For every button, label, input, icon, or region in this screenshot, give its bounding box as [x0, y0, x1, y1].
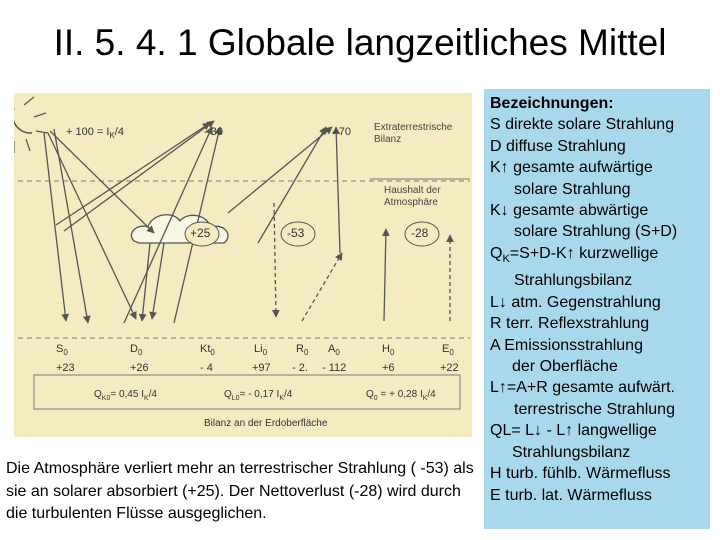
- legend-A: A Emissionsstrahlung: [490, 336, 643, 354]
- arrow-cloud-down: [142, 243, 150, 321]
- flux-Li: $Li_0$: [254, 343, 268, 358]
- flux-R: $R_0$: [296, 343, 309, 358]
- legend-L-up: L↑=A+R gesamte aufwärt.: [490, 379, 675, 397]
- q0-formula: $Q_0$ = + 0,28 $I_K/4$: [366, 389, 436, 402]
- legend-K-up: K↑ gesamte aufwärtige: [490, 159, 653, 177]
- surface-flux-values: [14, 362, 472, 378]
- flux-H: $H_0$: [382, 343, 395, 358]
- ql-formula: $Q_{L0}= - 0,17$ $I_K/4$: [224, 389, 293, 402]
- value-Li: +97: [252, 362, 271, 374]
- legend-QL-cont: Strahlungsbilanz: [512, 443, 631, 461]
- legend-E: E turb. lat. Wärmefluss: [490, 486, 652, 504]
- surface-balance-label: Bilanz an der Erdoberfläche: [204, 418, 328, 429]
- arrow-lw-up-1: [228, 127, 332, 213]
- slide-title: II. 5. 4. 1 Globale langzeitliches Mittel: [53, 22, 667, 63]
- atm-value-terrestrial: -53: [287, 226, 305, 240]
- arrow-sensible: [384, 229, 386, 321]
- value-Kt: - 4: [200, 362, 213, 374]
- legend-H: H turb. fühlb. Wärmefluss: [490, 465, 671, 483]
- legend-D: D diffuse Strahlung: [490, 137, 626, 155]
- toa-right-value: - 70: [332, 126, 351, 138]
- extraterrestrial-line2: Bilanz: [374, 134, 402, 145]
- explanation-caption: Die Atmosphäre verliert mehr an terrestrischer Strahlung ( -53) als sie an solarer absorbiert (+25). Der Nettoverlust (-28) wird durch die turbulenten Flüsse ausgeglichen.: [6, 460, 474, 522]
- value-A: - 112: [322, 362, 347, 374]
- legend-heading: Bezeichnungen:: [490, 95, 614, 112]
- atmosphere-line1: Haushalt der: [384, 185, 441, 196]
- atmosphere-label: [384, 185, 441, 209]
- legend-QL: QL= L↓ - L↑ langwellige: [490, 422, 657, 440]
- arrow-cloud-down-2: [152, 243, 164, 319]
- value-S: +23: [56, 362, 75, 374]
- legend-panel: [484, 89, 710, 529]
- legend-L-up-cont: terrestrische Strahlung: [514, 400, 675, 418]
- legend-K-down: K↓ gesamte abwärtige: [490, 202, 649, 220]
- flux-S: $S_0$: [56, 343, 68, 358]
- legend-QK: $Q_K=S+D-K↑$ kurzwellige: [490, 244, 659, 266]
- value-D: +26: [130, 362, 149, 374]
- toa-mid-value: - 30: [204, 126, 223, 138]
- arrow-lw-up-dashed: [302, 253, 342, 321]
- flux-A: $A_0$: [328, 343, 340, 358]
- flux-Kt: $Kt_0$: [200, 343, 215, 358]
- legend-R: R terr. Reflexstrahlung: [490, 315, 650, 333]
- legend-A-cont: der Oberfläche: [512, 358, 618, 376]
- atmosphere-line2: Atmosphäre: [384, 197, 438, 208]
- toa-label: + $100 = I_K/4$: [66, 126, 124, 141]
- sun-icon: [14, 97, 48, 153]
- legend-L-down: L↓ atm. Gegenstrahlung: [490, 293, 661, 311]
- legend-QK-cont: Strahlungsbilanz: [514, 272, 633, 290]
- extraterrestrial-line1: Extraterrestrische: [374, 122, 453, 133]
- arrow-lw-down: [274, 203, 276, 317]
- legend-S: S direkte solare Strahlung: [490, 116, 675, 134]
- value-E: +22: [440, 362, 459, 374]
- atm-value-solar: +25: [190, 226, 211, 240]
- arrow-direct: [44, 133, 66, 321]
- energy-balance-diagram: [14, 93, 472, 437]
- value-H: +6: [382, 362, 395, 374]
- qk-formula: $Q_{K0}= 0,45$ $I_K/4$: [94, 389, 157, 402]
- legend-K-down-cont: solare Strahlung (S+D): [514, 223, 678, 241]
- arrow-diffuse: [48, 133, 136, 319]
- atm-value-net: -28: [411, 226, 429, 240]
- flux-E: $E_0$: [442, 343, 454, 358]
- arrow-lw-up-3: [336, 127, 340, 253]
- flux-D: $D_0$: [130, 343, 143, 358]
- extraterrestrial-label: [374, 122, 452, 146]
- legend-K-up-cont: solare Strahlung: [514, 180, 631, 198]
- value-R: - 2.: [292, 362, 308, 374]
- arrow-cloud: [50, 131, 154, 233]
